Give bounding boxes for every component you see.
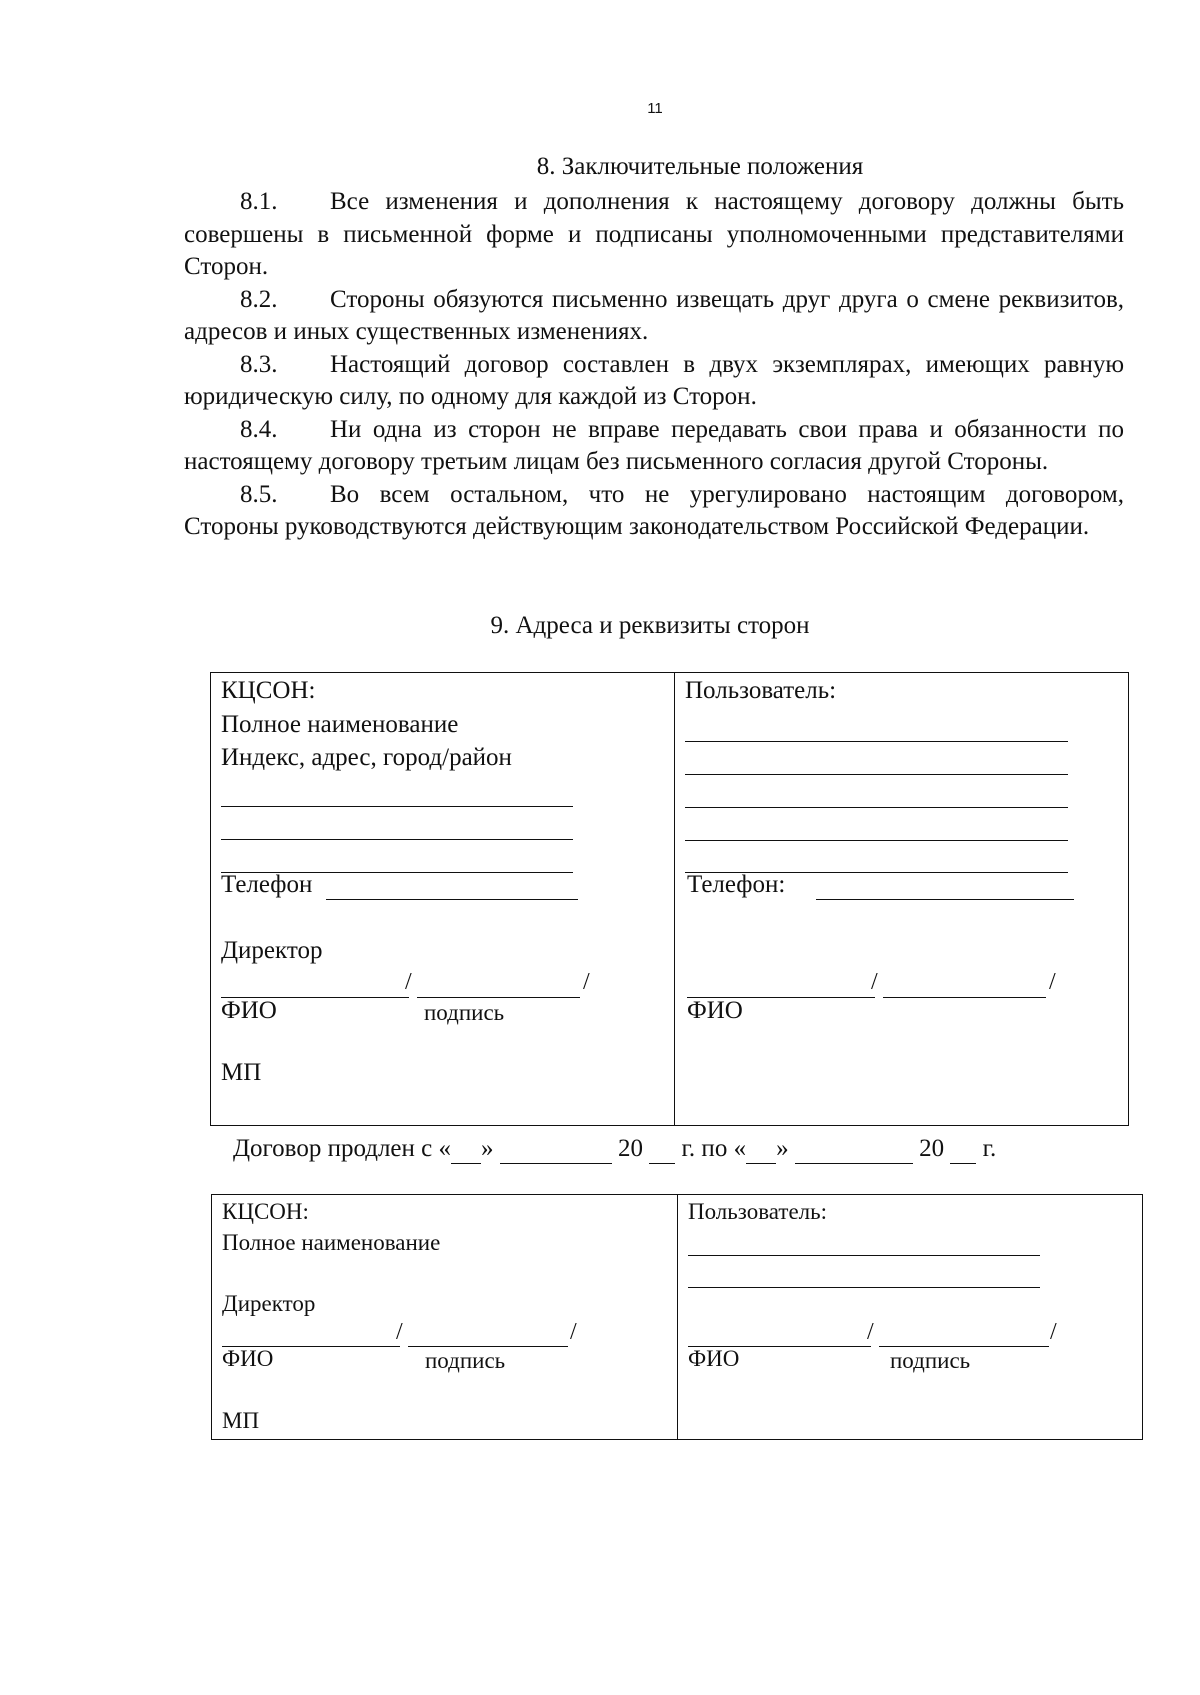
requisites-table-2 bbox=[211, 1194, 1143, 1440]
stamp-label: МП bbox=[222, 1408, 260, 1433]
clause-number: 8.3. bbox=[240, 350, 278, 378]
month-to-field[interactable] bbox=[795, 1135, 913, 1164]
full-name-label: Полное наименование bbox=[222, 1230, 441, 1255]
clause-text: Ни одна из сторон не вправе передавать свои права и обязанности по настоящему договору третьим лицам без письменного согласия другой Стороны. bbox=[184, 415, 1124, 475]
extension-text: 20 bbox=[912, 1135, 951, 1162]
signature-label: подпись bbox=[425, 1348, 506, 1373]
day-to-field[interactable] bbox=[746, 1135, 776, 1164]
year-from-field[interactable] bbox=[649, 1135, 675, 1164]
fio-label: ФИО bbox=[221, 997, 277, 1024]
kcson-label: КЦСОН: bbox=[221, 677, 316, 704]
extension-line bbox=[233, 1135, 996, 1164]
user-line[interactable] bbox=[688, 1287, 1040, 1288]
director-label: Директор bbox=[221, 937, 323, 964]
extension-text: 20 bbox=[611, 1135, 650, 1162]
signature-label: подпись bbox=[424, 1000, 505, 1025]
user-line[interactable] bbox=[685, 741, 1068, 742]
user-signature-line[interactable] bbox=[879, 1346, 1049, 1347]
user-fio-label: ФИО bbox=[688, 1346, 740, 1371]
clause-8-4 bbox=[184, 414, 1124, 479]
month-from-field[interactable] bbox=[500, 1135, 612, 1164]
clause-8-1 bbox=[184, 186, 1124, 284]
slash-separator: / bbox=[867, 1319, 874, 1345]
user-label: Пользователь: bbox=[685, 677, 837, 704]
section-8-clauses bbox=[184, 186, 1124, 544]
address-label: Индекс, адрес, город/район bbox=[221, 744, 512, 771]
stamp-label: МП bbox=[221, 1059, 262, 1086]
extension-prefix: Договор продлен с « bbox=[233, 1135, 451, 1162]
full-name-label: Полное наименование bbox=[221, 711, 459, 738]
director-label: Директор bbox=[222, 1291, 316, 1316]
signature-line[interactable] bbox=[417, 997, 580, 998]
clause-text: Во всем остальном, что не урегулировано настоящим договором, Стороны руководствуются действующим законодательством Российской Федерации. bbox=[184, 480, 1124, 540]
slash-separator: / bbox=[1050, 1319, 1057, 1345]
clause-8-3 bbox=[184, 349, 1124, 414]
clause-text: Все изменения и дополнения к настоящему договору должны быть совершены в письменной форме и подписаны уполномоченными представителями Сторон. bbox=[184, 188, 1124, 280]
section-8-heading: 8. Заключительные положения bbox=[536, 153, 864, 180]
slash-separator: / bbox=[405, 969, 412, 995]
user-phone-label: Телефон: bbox=[687, 871, 786, 898]
slash-separator: / bbox=[871, 969, 878, 995]
fio-label: ФИО bbox=[222, 1346, 274, 1371]
phone-line[interactable] bbox=[326, 899, 578, 900]
address-line[interactable] bbox=[221, 806, 573, 807]
user-signature-line[interactable] bbox=[883, 997, 1046, 998]
user-fio-label: ФИО bbox=[687, 997, 743, 1024]
clause-text: Настоящий договор составлен в двух экземплярах, имеющих равную юридическую силу, по одному для каждой из Сторон. bbox=[184, 350, 1124, 410]
user-phone-line[interactable] bbox=[816, 899, 1074, 900]
table-divider bbox=[674, 673, 675, 1125]
day-from-field[interactable] bbox=[451, 1135, 481, 1164]
clause-8-5 bbox=[184, 479, 1124, 544]
slash-separator: / bbox=[583, 969, 590, 995]
phone-label: Телефон bbox=[221, 871, 313, 898]
clause-number: 8.5. bbox=[240, 480, 278, 508]
user-signature-label: подпись bbox=[890, 1348, 971, 1373]
clause-number: 8.1. bbox=[240, 188, 278, 215]
user-line[interactable] bbox=[685, 840, 1068, 841]
user-line[interactable] bbox=[685, 807, 1068, 808]
extension-suffix: г. bbox=[976, 1135, 997, 1162]
extension-text: » bbox=[776, 1135, 795, 1162]
user-line[interactable] bbox=[685, 774, 1068, 775]
requisites-table-1 bbox=[210, 672, 1129, 1126]
address-line[interactable] bbox=[221, 839, 573, 840]
slash-separator: / bbox=[570, 1319, 577, 1345]
extension-text: г. по « bbox=[675, 1135, 747, 1162]
kcson-label: КЦСОН: bbox=[222, 1199, 309, 1224]
clause-8-2 bbox=[184, 284, 1124, 349]
section-9-heading: 9. Адреса и реквизиты сторон bbox=[490, 612, 810, 639]
clause-number: 8.2. bbox=[240, 285, 278, 313]
user-line[interactable] bbox=[688, 1255, 1040, 1256]
user-label: Пользователь: bbox=[688, 1199, 828, 1224]
clause-number: 8.4. bbox=[240, 415, 278, 443]
slash-separator: / bbox=[1049, 969, 1056, 995]
table-divider bbox=[677, 1195, 678, 1439]
extension-text: » bbox=[481, 1135, 500, 1162]
year-to-field[interactable] bbox=[950, 1135, 976, 1164]
page-number: 11 bbox=[647, 100, 663, 117]
signature-line[interactable] bbox=[408, 1346, 568, 1347]
slash-separator: / bbox=[396, 1319, 403, 1345]
clause-text: Стороны обязуются письменно извещать друг друга о смене реквизитов, адресов и иных существенных изменениях. bbox=[184, 285, 1124, 345]
